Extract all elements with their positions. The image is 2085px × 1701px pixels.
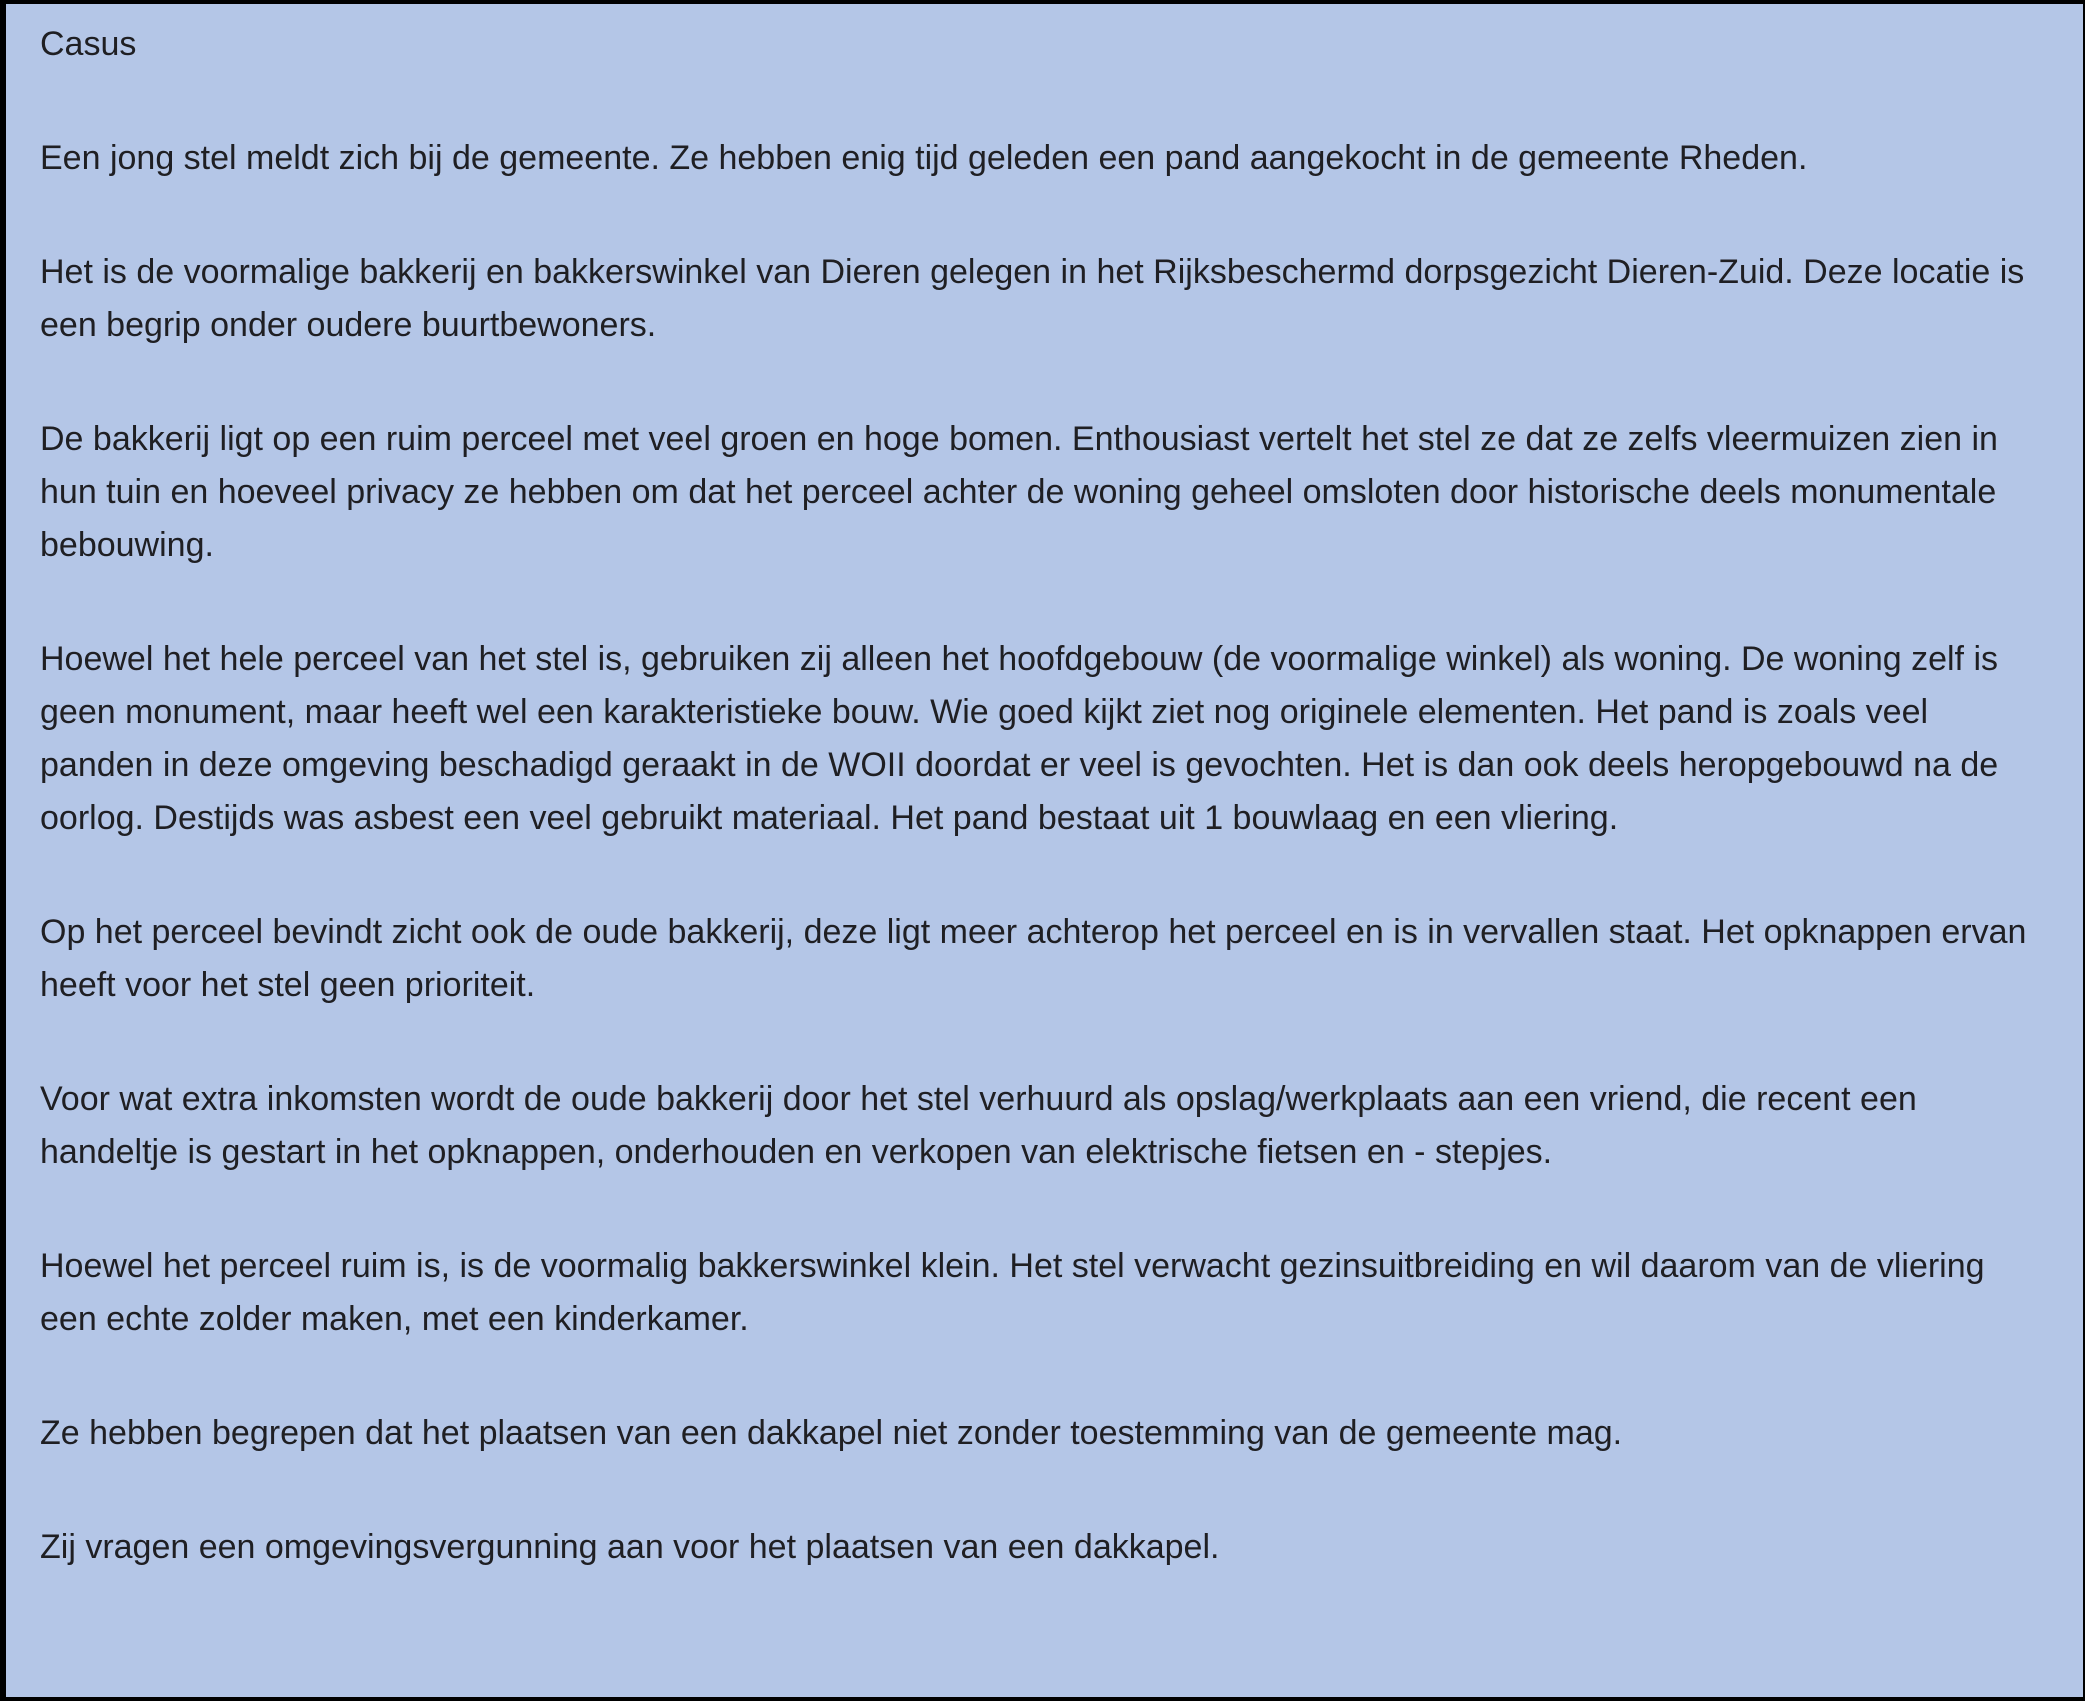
case-paragraph: Het is de voormalige bakkerij en bakkerswinkel van Dieren gelegen in het Rijksbeschermd dorpsgezicht Dieren-Zuid. Deze locatie is een begrip onder oudere buurtbewoners. xyxy=(40,253,2025,344)
case-paragraph: Zij vragen een omgevingsvergunning aan voor het plaatsen van een dakkapel. xyxy=(40,1528,1220,1566)
case-title: Casus xyxy=(40,25,137,63)
case-paragraph: De bakkerij ligt op een ruim perceel met veel groen en hoge bomen. Enthousiast vertelt het stel ze dat ze zelfs vleermuizen zien in hun tuin en hoeveel privacy ze hebben om dat het perceel achter de woning geheel omsloten door historische deels monumentale bebouwing. xyxy=(40,420,1998,564)
case-paragraph: Op het perceel bevindt zicht ook de oude bakkerij, deze ligt meer achterop het perceel en is in vervallen staat. Het opknappen ervan heeft voor het stel geen prioriteit. xyxy=(40,913,2027,1004)
case-paragraph: Hoewel het hele perceel van het stel is, gebruiken zij alleen het hoofdgebouw (de voormalige winkel) als woning. De woning zelf is geen monument, maar heeft wel een karakteristieke bouw. Wie goed kijkt ziet nog originele elementen. Het pand is zoals veel panden in deze omgeving beschadigd geraakt in de WOII doordat er veel is gevochten. Het is dan ook deels heropgebouwd na de oorlog. Destijds was asbest een veel gebruikt materiaal. Het pand bestaat uit 1 bouwlaag en een vliering. xyxy=(40,640,1999,837)
case-paragraph: Hoewel het perceel ruim is, is de voormalig bakkerswinkel klein. Het stel verwacht gezinsuitbreiding en wil daarom van de vliering een echte zolder maken, met een kinderkamer. xyxy=(40,1247,1985,1338)
case-paragraph: Ze hebben begrepen dat het plaatsen van een dakkapel niet zonder toestemming van de gemeente mag. xyxy=(40,1414,1623,1452)
case-paragraph: Een jong stel meldt zich bij de gemeente. Ze hebben enig tijd geleden een pand aangekocht in de gemeente Rheden. xyxy=(40,139,1808,177)
case-paragraph: Voor wat extra inkomsten wordt de oude bakkerij door het stel verhuurd als opslag/werkplaats aan een vriend, die recent een handeltje is gestart in het opknappen, onderhouden en verkopen van elektrische fietsen en - stepjes. xyxy=(40,1080,1917,1171)
